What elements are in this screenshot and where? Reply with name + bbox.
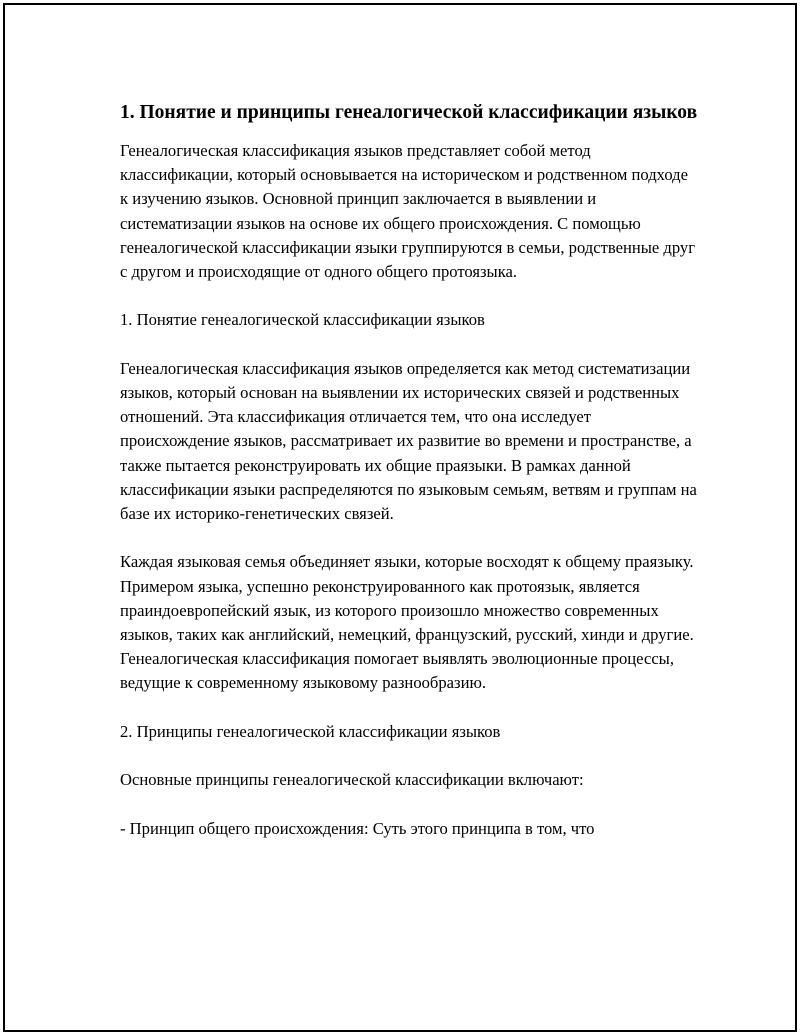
intro-paragraph: Генеалогическая классификация языков представляет собой метод классификации, который основывается на историческом и родственном подходе к изучению языков. Основной принцип заключается в выявлении и систематизации языков на основе их общего происхождения. С помощью генеалогической классификации языки группируются в семьи, родственные друг с другом и происходящие от одного общего протоязыка. [120,141,696,282]
concept-paragraph: Генеалогическая классификация языков определяется как метод систематизации языков, который основан на выявлении их исторических связей и родственных отношений. Эта классификация отличается тем, что она исследует происхождение языков, рассматривает их развитие во времени и пространстве, а также пытается реконструировать их общие праязыки. В рамках данной классификации языки распределяются по языковым семьям, ветвям и группам на базе их историко-генетических связей. [120,358,697,524]
document-page [3,3,797,1032]
principles-intro-paragraph: Основные принципы генеалогической классификации включают: [120,770,584,790]
section-heading: 1. Понятие и принципы генеалогической классификации языков [120,102,698,123]
subsection-title-principles: 2. Принципы генеалогической классификации языков [120,721,501,741]
principle-list-item: - Принцип общего происхождения: Суть этого принципа в том, что [120,818,595,838]
document-body [120,99,700,865]
subsection-title-concept: 1. Понятие генеалогической классификации языков [120,310,485,330]
language-family-paragraph: Каждая языковая семья объединяет языки, которые восходят к общему праязыку. Примером языка, успешно реконструированного как протоязык, является праиндоевропейский язык, из которого произошло множество современных языков, таких как английский, немецкий, французский, русский, хинди и другие. Генеалогическая классификация помогает выявлять эволюционные процессы, ведущие к современному языковому разнообразию. [120,552,694,693]
